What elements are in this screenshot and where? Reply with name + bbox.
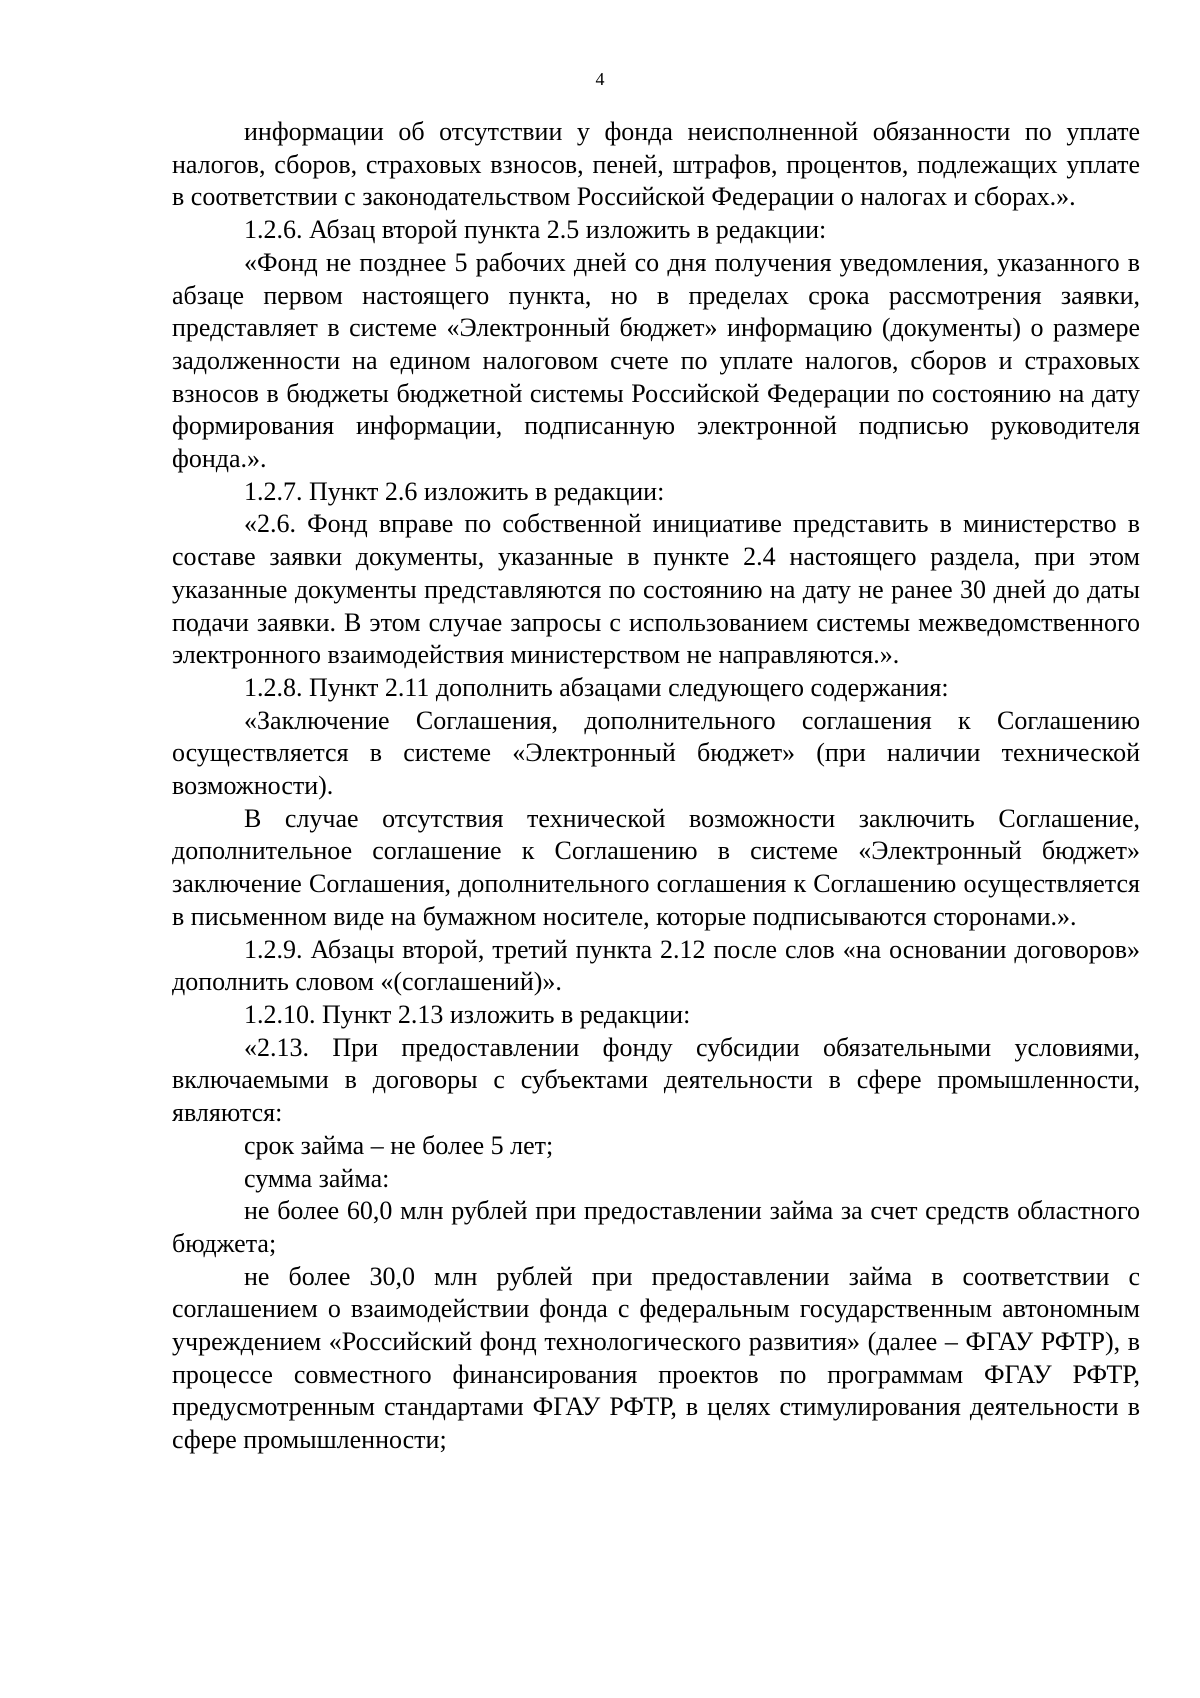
paragraph-1-2-8-text-2: В случае отсутствия технической возможности заключить Соглашение, дополнительное соглашение к Соглашению в системе «Электронный бюджет» заключение Соглашения, дополнительного соглашения к Соглашению осуществляется в письменном виде на бумажном носителе, которые подписываются сторонами.». (172, 803, 1140, 931)
paragraph-1-2-9: 1.2.9. Абзацы второй, третий пункта 2.12 после слов «на основании договоров» дополнить словом «(соглашений)». (172, 934, 1140, 997)
paragraph-1-2-6-text: «Фонд не позднее 5 рабочих дней со дня получения уведомления, указанного в абзаце первом настоящего пункта, но в пределах срока рассмотрения заявки, представляет в системе «Электронный бюджет» информацию (документы) о размере задолженности на едином налоговом счете по уплате налогов, сборов и страховых взносов в бюджеты бюджетной системы Российской Федерации по состоянию на дату формирования информации, подписанную электронной подписью руководителя фонда.». (172, 247, 1140, 474)
paragraph-2-13-intro: «2.13. При предоставлении фонду субсидии обязательными условиями, включаемыми в договоры с субъектами деятельности в сфере промышленности, являются: (172, 1032, 1140, 1128)
paragraph-1-2-7-heading: 1.2.7. Пункт 2.6 изложить в редакции: (244, 476, 665, 506)
paragraph-1-2-8-text-1: «Заключение Соглашения, дополнительного соглашения к Соглашению осуществляется в системе «Электронный бюджет» (при наличии технической возможности). (172, 705, 1140, 801)
paragraph-tax-info-continuation: информации об отсутствии у фонда неисполненной обязанности по уплате налогов, сборов, страховых взносов, пеней, штрафов, процентов, подлежащих уплате в соответствии с законодательством Российской Федерации о налогах и сборах.». (172, 117, 1140, 212)
page-number: 4 (595, 69, 605, 89)
paragraph-1-2-7-text: «2.6. Фонд вправе по собственной инициативе представить в министерство в составе заявки документы, указанные в пункте 2.4 настоящего раздела, при этом указанные документы представляются по состоянию на дату не ранее 30 дней до даты подачи заявки. В этом случае запросы с использованием системы межведомственного электронного взаимодействия министерством не направляются.». (172, 509, 1140, 670)
paragraph-loan-term: срок займа – не более 5 лет; (244, 1130, 554, 1160)
paragraph-loan-limit-regional: не более 60,0 млн рублей при предоставлении займа за счет средств областного бюджета; (172, 1196, 1140, 1258)
paragraph-loan-amount: сумма займа: (244, 1163, 390, 1193)
paragraph-loan-limit-rftr: не более 30,0 млн рублей при предоставлении займа в соответствии с соглашением о взаимодействии фонда с федеральным государственным автономным учреждением «Российский фонд технологического развития» (далее – ФГАУ РФТР), в процессе совместного финансирования проектов по программам ФГАУ РФТР, предусмотренным стандартами ФГАУ РФТР, в целях стимулирования деятельности в сфере промышленности; (172, 1261, 1140, 1455)
document-body (172, 116, 1140, 1457)
paragraph-1-2-6-heading: 1.2.6. Абзац второй пункта 2.5 изложить в редакции: (244, 215, 827, 245)
paragraph-1-2-10-heading: 1.2.10. Пункт 2.13 изложить в редакции: (244, 999, 691, 1029)
paragraph-1-2-8-heading: 1.2.8. Пункт 2.11 дополнить абзацами следующего содержания: (244, 672, 949, 702)
